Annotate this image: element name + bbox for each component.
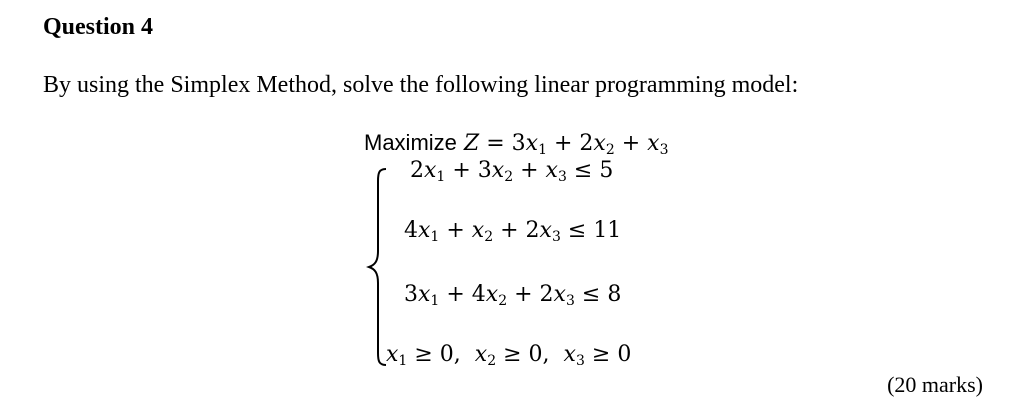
constraint-2: $4x_1 + x_2 + 2x_3 \le 11$ [404,218,622,245]
objective-variable: Z [463,131,480,156]
var-x: x [525,131,539,156]
objective-coef-1: 3 [511,131,526,156]
constraint-1-rhs: 5 [599,158,614,183]
var-x: x [647,131,660,156]
var-x: x [593,131,606,156]
objective-coef-2: 2 [579,131,594,156]
constraint-1-relation: ≤ [573,158,593,183]
objective-function: Maximize $Z = 3x_1 + 2x_2 + x_3$ [364,130,669,158]
marks-label: (20 marks) [887,372,983,397]
left-brace [366,163,394,371]
constraint-3-rhs: 8 [607,282,622,307]
objective-equals: = [486,131,505,156]
constraint-1: $2x_1 + 3x_2 + x_3 \le 5$ [410,158,614,185]
question-instruction: By using the Simplex Method, solve the following linear programming model: [43,72,799,98]
constraint-2-rhs: 11 [593,218,622,243]
objective-keyword: Maximize [364,130,457,155]
constraint-3-relation: ≤ [581,282,601,307]
question-title: Question 4 [43,14,154,40]
constraint-3: $3x_1 + 4x_2 + 2x_3 \le 8$ [404,282,622,309]
nonnegativity-constraints: $x_1 \ge 0$, $x_2 \ge 0$, $x_3 \ge 0$ [386,342,632,369]
constraint-2-relation: ≤ [567,218,587,243]
